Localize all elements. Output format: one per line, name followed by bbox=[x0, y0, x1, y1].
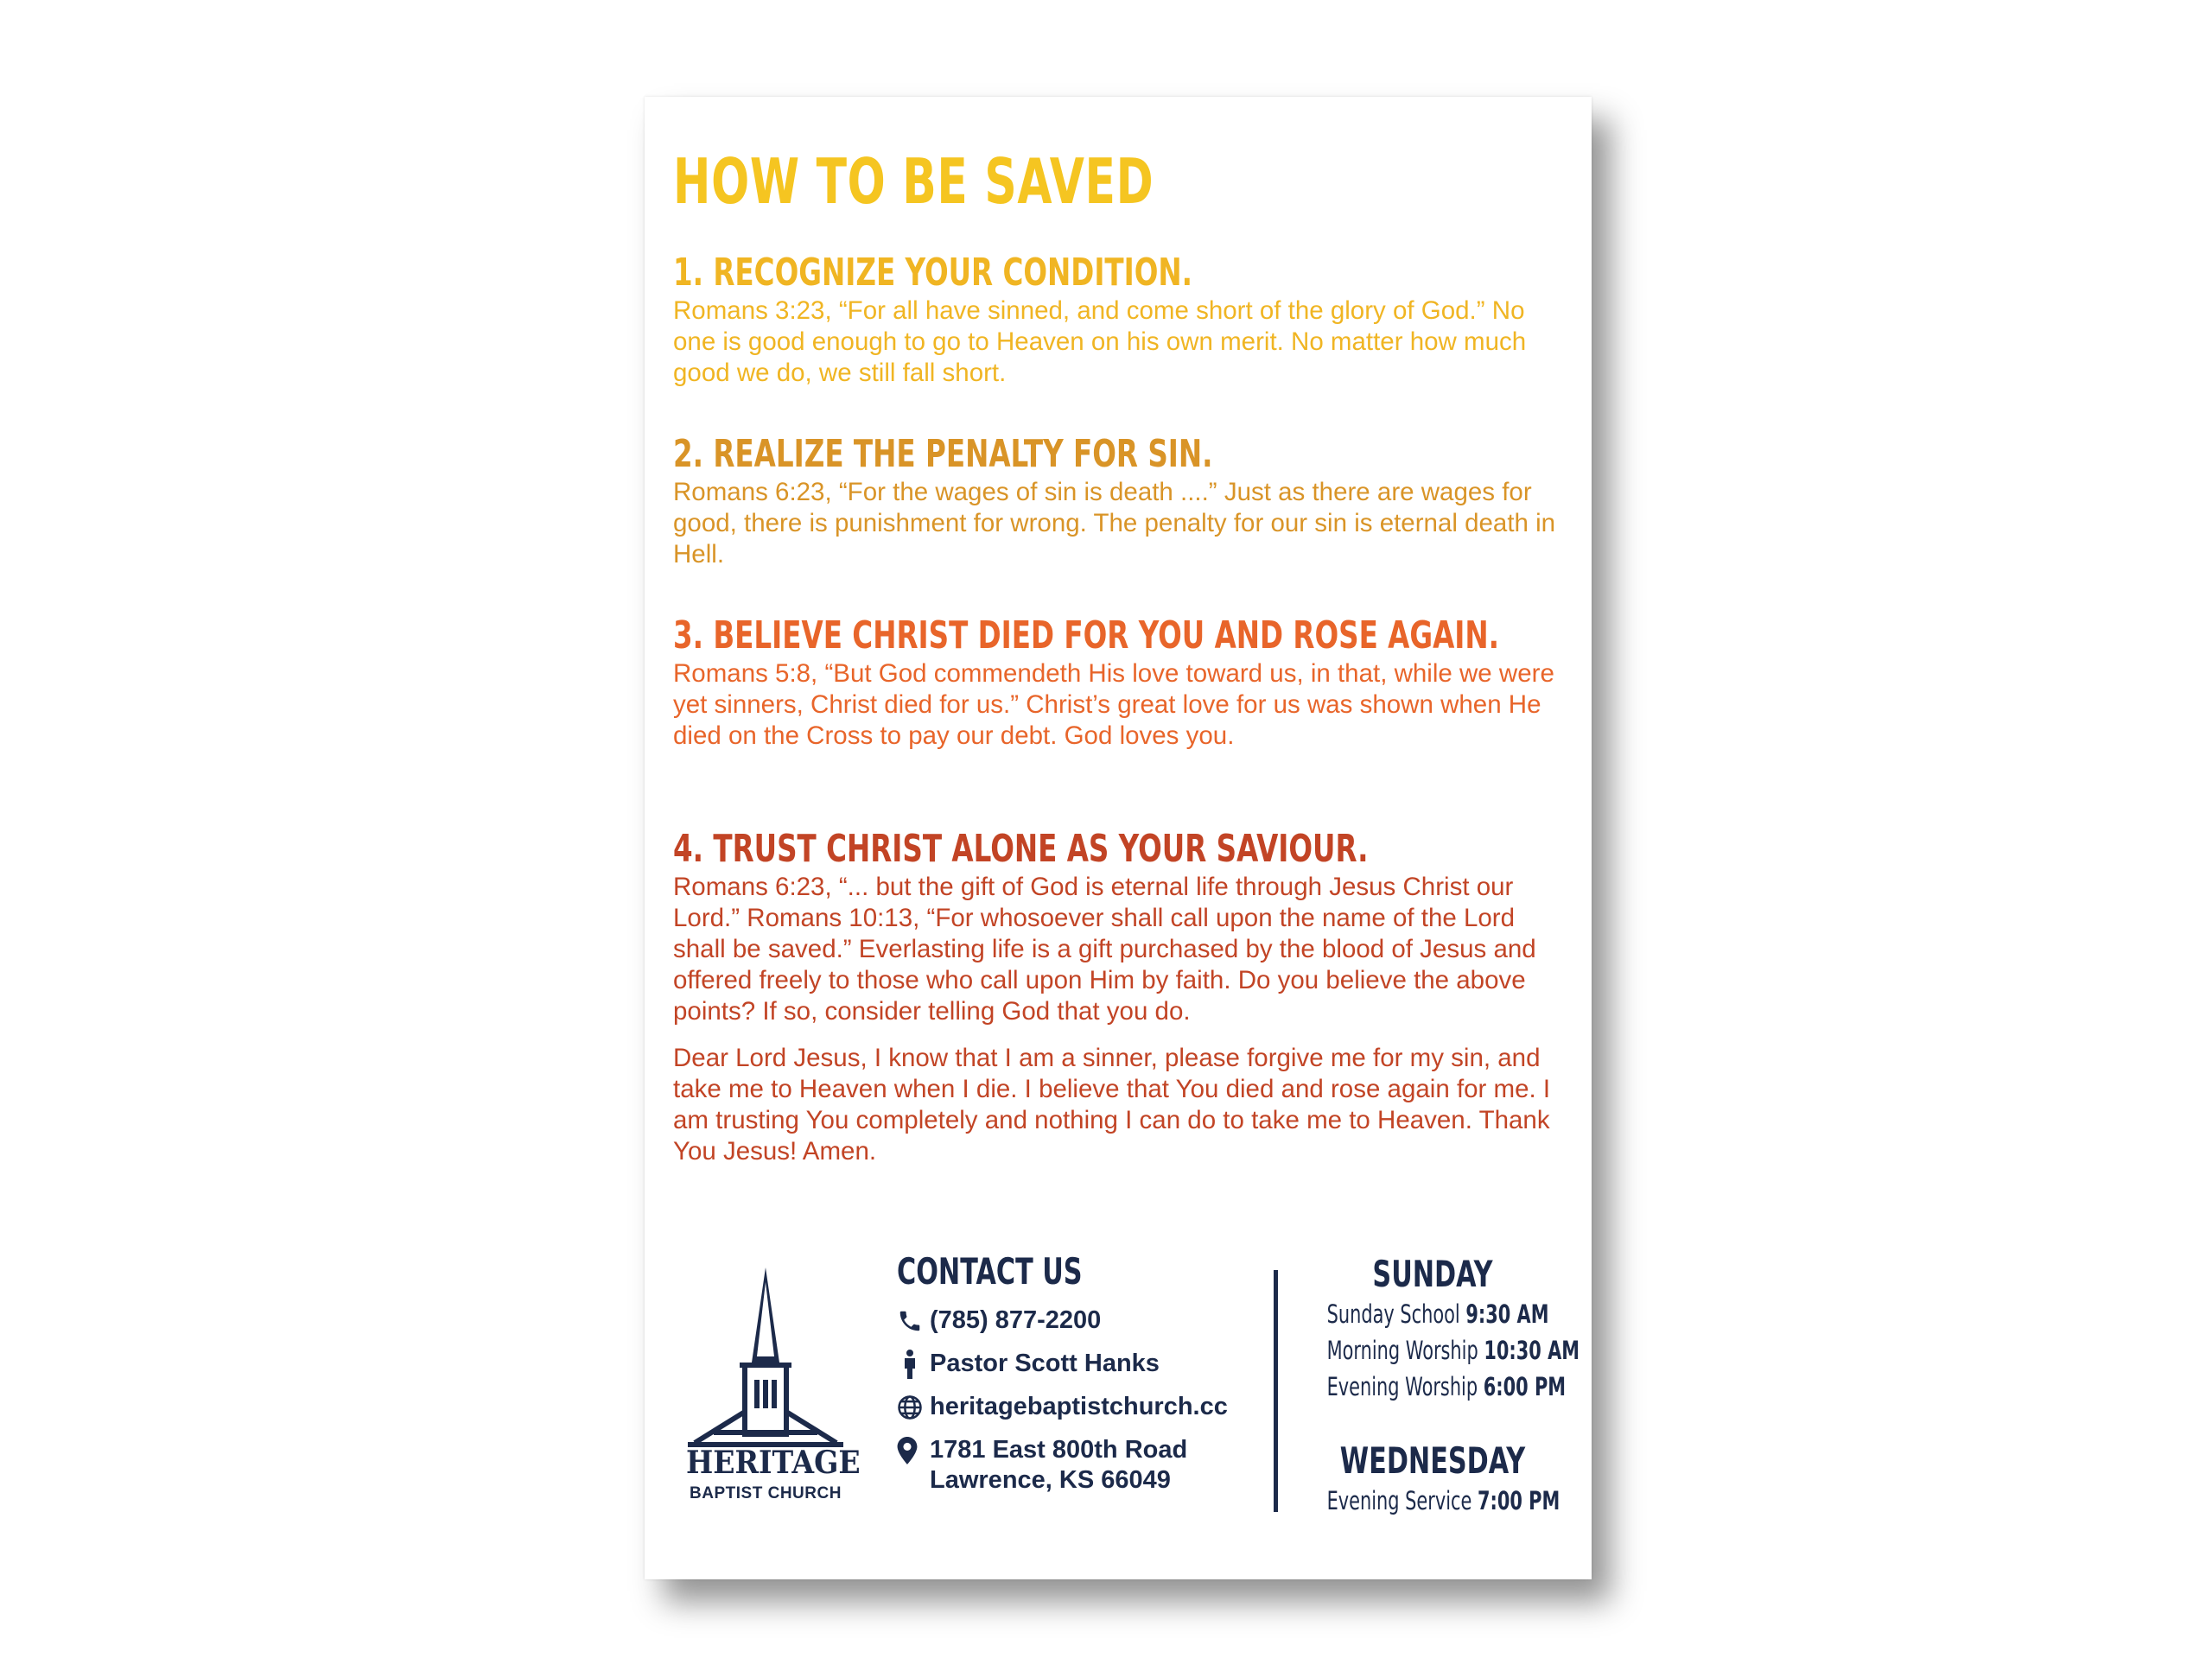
service-time: 9:30 AM bbox=[1465, 1299, 1549, 1329]
step-2-title: 2. REALIZE THE PENALTY FOR SIN. bbox=[673, 432, 1213, 476]
service-schedule bbox=[1286, 1253, 1580, 1519]
service-morning-worship bbox=[1326, 1332, 1580, 1369]
contact-heading: CONTACT US bbox=[897, 1250, 1083, 1293]
contact-section bbox=[897, 1250, 1260, 1509]
address bbox=[930, 1435, 1187, 1496]
service-evening-worship bbox=[1326, 1369, 1567, 1405]
service-time: 7:00 PM bbox=[1477, 1486, 1560, 1515]
prayer-text: Dear Lord Jesus, I know that I am a sinner, please forgive me for my sin, and take me to Heaven when I die. I believe that You died and rose again for me. I am trusting You completely and nothing I can do to take me to Heaven. Thank You Jesus! Amen. bbox=[673, 1044, 1551, 1166]
address-line-1: 1781 East 800th Road bbox=[930, 1436, 1188, 1464]
address-line-2: Lawrence, KS 66049 bbox=[930, 1466, 1171, 1494]
vertical-divider bbox=[1274, 1270, 1278, 1512]
phone-icon bbox=[897, 1305, 930, 1336]
website-link[interactable]: heritagebaptistchurch.cc bbox=[930, 1393, 1228, 1420]
contact-pastor bbox=[897, 1349, 1260, 1379]
service-name: Morning Worship bbox=[1326, 1336, 1478, 1365]
service-time: 6:00 PM bbox=[1483, 1372, 1567, 1401]
service-name: Evening Service bbox=[1326, 1486, 1472, 1515]
step-3-title: 3. BELIEVE CHRIST DIED FOR YOU AND ROSE AGAIN. bbox=[673, 613, 1500, 657]
headline: HOW TO BE SAVED bbox=[673, 145, 1154, 218]
service-name: Sunday School bbox=[1326, 1299, 1460, 1329]
step-3-body: Romans 5:8, “But God commendeth His love toward us, in that, while we were yet sinners, Christ died for us.” Christ’s great love for us was shown when He died on the Cross to pay our debt. God loves you. bbox=[673, 659, 1554, 750]
wednesday-heading: WEDNESDAY bbox=[1339, 1439, 1526, 1482]
church-logo bbox=[679, 1263, 861, 1522]
step-1 bbox=[673, 251, 1572, 389]
service-name: Evening Worship bbox=[1326, 1372, 1478, 1401]
map-pin-icon bbox=[897, 1435, 930, 1465]
service-sunday-school bbox=[1326, 1296, 1549, 1332]
person-icon bbox=[897, 1349, 930, 1379]
service-wednesday-evening bbox=[1326, 1483, 1560, 1519]
step-2-body: Romans 6:23, “For the wages of sin is death ....” Just as there are wages for good, there is punishment for wrong. The penalty for our sin is eternal death in Hell. bbox=[673, 478, 1556, 569]
logo-name: HERITAGE bbox=[686, 1445, 861, 1481]
pastor-name: Pastor Scott Hanks bbox=[930, 1350, 1160, 1377]
tract-card bbox=[645, 97, 1592, 1579]
steeple-icon bbox=[679, 1263, 852, 1449]
step-3 bbox=[673, 613, 1572, 752]
step-1-title: 1. RECOGNIZE YOUR CONDITION. bbox=[673, 251, 1193, 295]
step-4-title: 4. TRUST CHRIST ALONE AS YOUR SAVIOUR. bbox=[673, 827, 1369, 871]
contact-website bbox=[897, 1392, 1260, 1422]
step-4 bbox=[673, 827, 1572, 1167]
contact-address bbox=[897, 1435, 1260, 1496]
contact-phone bbox=[897, 1305, 1260, 1336]
globe-icon bbox=[897, 1392, 930, 1422]
sunday-heading: SUNDAY bbox=[1372, 1253, 1493, 1295]
logo-subtitle: BAPTIST CHURCH bbox=[690, 1484, 842, 1502]
step-4-body: Romans 6:23, “... but the gift of God is eternal life through Jesus Christ our Lord.” Romans 10:13, “For whosoever shall call upon the name of the Lord shall be saved.” Everlasting life is a gift purchased by the blood of Jesus and offered freely to those who call upon Him by faith. Do you believe the above points? If so, consider telling God that you do. bbox=[673, 873, 1536, 1026]
step-2 bbox=[673, 432, 1572, 570]
service-time: 10:30 AM bbox=[1484, 1336, 1580, 1365]
phone-number[interactable]: (785) 877-2200 bbox=[930, 1306, 1102, 1334]
step-1-body: Romans 3:23, “For all have sinned, and come short of the glory of God.” No one is good enough to go to Heaven on his own merit. No matter how much good we do, we still fall short. bbox=[673, 296, 1527, 387]
